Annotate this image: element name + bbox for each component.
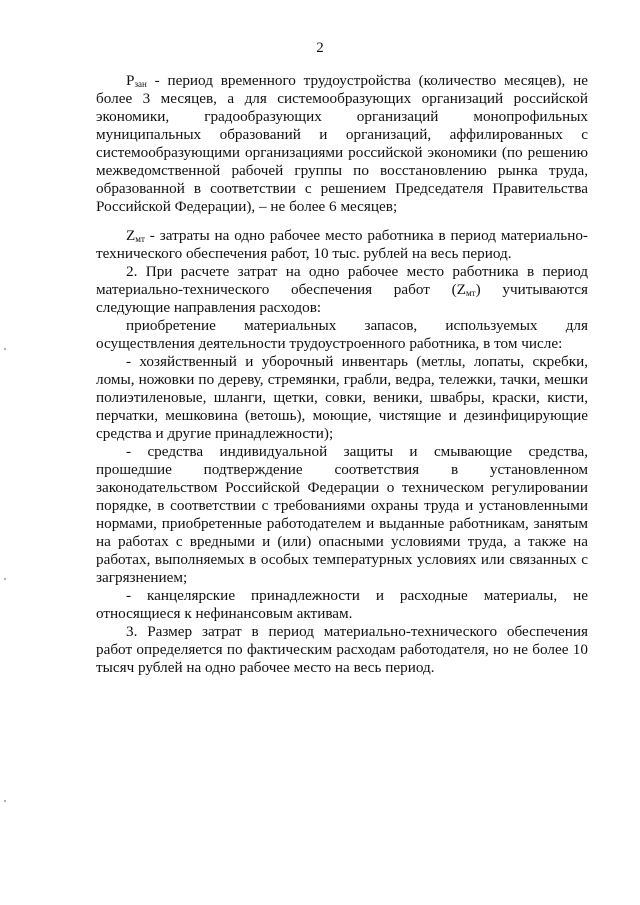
page-number: 2 (316, 40, 324, 56)
variable-z-mt: $Z_{мт}$ (126, 227, 145, 244)
variable-p-zan: $Р_{зан}$ (126, 72, 147, 89)
scan-margin-mark (4, 800, 6, 802)
scan-margin-mark (4, 348, 6, 350)
paragraph-stationery: - канцелярские принадлежности и расходные материалы, не относящиеся к нефинансовым активам. (96, 587, 588, 622)
scan-margin-mark (4, 578, 6, 580)
document-body (96, 72, 588, 677)
paragraph-materials: приобретение материальных запасов, используемых для осуществления деятельности трудоустроенного работника, в том числе: (96, 317, 588, 352)
paragraph-costs-definition: $Z_{мт}$ - затраты на одно рабочее место работника в период материально-технического обеспечения работ, 10 тыс. рублей на весь период. (96, 227, 588, 262)
paragraph-period-definition: $Р_{зан}$ - период временного трудоустройства (количество месяцев), не более 3 месяцев, а для системообразующих организаций российской экономики, градообразующих организаций монопрофильных муниципальных образований и организаций, аффилированных с системообразующими организациями российской экономики (по решению межведомственной рабочей группы по восстановлению рынка труда, образованной в соответствии с решением Председателя Правительства Российской Федерации), – не более 6 месяцев; (96, 72, 588, 215)
paragraph-item-3: 3. Размер затрат в период материально-технического обеспечения работ определяется по фактическим расходам работодателя, но не более 10 тысяч рублей на одно рабочее место на весь период. (96, 623, 588, 676)
paragraph-protection: - средства индивидуальной защиты и смывающие средства, прошедшие подтверждение соответствия в установленном законодательством Российской Федерации о техническом регулировании порядке, в соответствии с требованиями охраны труда и установленными нормами, приобретенные работодателем и выданные работникам, занятым на работах с вредными и (или) опасными условиями труда, а также на работах, выполняемых в особых температурных условиях или связанных с загрязнением; (96, 443, 588, 586)
paragraph-inventory: - хозяйственный и уборочный инвентарь (метлы, лопаты, скребки, ломы, ножовки по дереву, стремянки, грабли, ведра, тележки, тачки, мешки полиэтиленовые, шланги, щетки, совки, веники, швабры, краски, кисти, перчатки, мешковина (ветошь), моющие, чистящие и дезинфицирующие средства и другие принадлежности); (96, 353, 588, 442)
paragraph-item-2: 2. При расчете затрат на одно рабочее место работника в период материально-технического обеспечения работ $(Z_{мт})$ учитываются следующие направления расходов: (96, 263, 588, 316)
